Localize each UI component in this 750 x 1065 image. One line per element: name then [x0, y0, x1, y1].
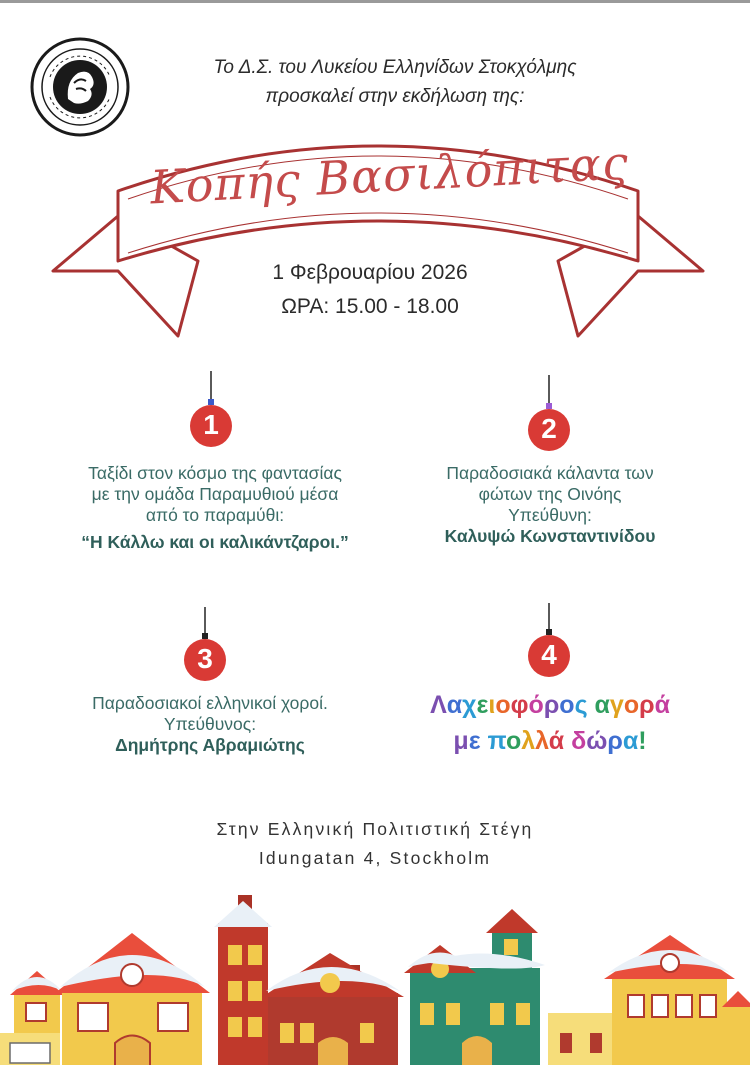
ornament-4	[524, 603, 574, 683]
ornament-2	[524, 375, 574, 455]
item-line: Υπεύθυνη:	[508, 505, 592, 525]
item-1-text	[30, 463, 400, 553]
intro-line-2: προσκαλεί στην εκδήλωση της:	[265, 86, 525, 107]
ornament-3	[180, 607, 230, 687]
ornament-number: 2	[541, 413, 557, 444]
intro-text	[150, 53, 640, 111]
item-line: από το παραμύθι:	[145, 505, 285, 525]
house-red-tower	[214, 895, 272, 1065]
item-2-text	[405, 463, 695, 547]
venue-address: Idungatan 4, Stockholm	[258, 848, 492, 868]
item-highlight: Καλυψώ Κωνσταντινίδου	[444, 526, 656, 546]
house-yellow-left	[55, 933, 210, 1065]
event-date: 1 Φεβρουαρίου 2026	[272, 261, 468, 284]
ornament-number: 4	[541, 639, 557, 670]
house-yellow-right	[548, 935, 750, 1065]
item-line: Ταξίδι στον κόσμο της φαντασίας	[88, 463, 342, 483]
intro-line-1: Το Δ.Σ. του Λυκείου Ελληνίδων Στοκχόλμης	[213, 57, 577, 78]
house-green	[404, 909, 545, 1065]
house-far-left	[0, 971, 64, 1065]
item-line: Παραδοσιακά κάλαντα των	[446, 463, 654, 483]
raffle-line-2: με πολλά δώρα!	[453, 727, 647, 755]
ornament-number: 1	[203, 409, 219, 440]
item-line: Υπεύθυνος:	[163, 714, 257, 734]
ornament-1	[186, 371, 236, 451]
item-line: Παραδοσιακοί ελληνικοί χοροί.	[92, 693, 328, 713]
venue-name: Στην Ελληνική Πολιτιστική Στέγη	[216, 819, 534, 839]
item-line: με την ομάδα Παραμυθιού μέσα	[91, 484, 339, 504]
house-red-middle	[262, 953, 404, 1065]
item-highlight: “Η Κάλλω και οι καλικάντζαροι.”	[81, 532, 349, 552]
event-time: ΩΡΑ: 15.00 - 18.00	[281, 295, 459, 318]
ornament-number: 3	[197, 643, 213, 674]
banner-title: Κοπής Βασιλόπιτας	[148, 135, 630, 215]
village-houses-illustration	[0, 883, 750, 1065]
item-3-text	[40, 693, 380, 756]
item-highlight: Δημήτρης Αβραμιώτης	[115, 735, 305, 755]
raffle-line-1: Λαχειοφόρος αγορά	[430, 691, 670, 719]
item-4-text	[395, 687, 705, 759]
venue	[150, 815, 600, 873]
item-line: φώτων της Οινόης	[478, 484, 622, 504]
